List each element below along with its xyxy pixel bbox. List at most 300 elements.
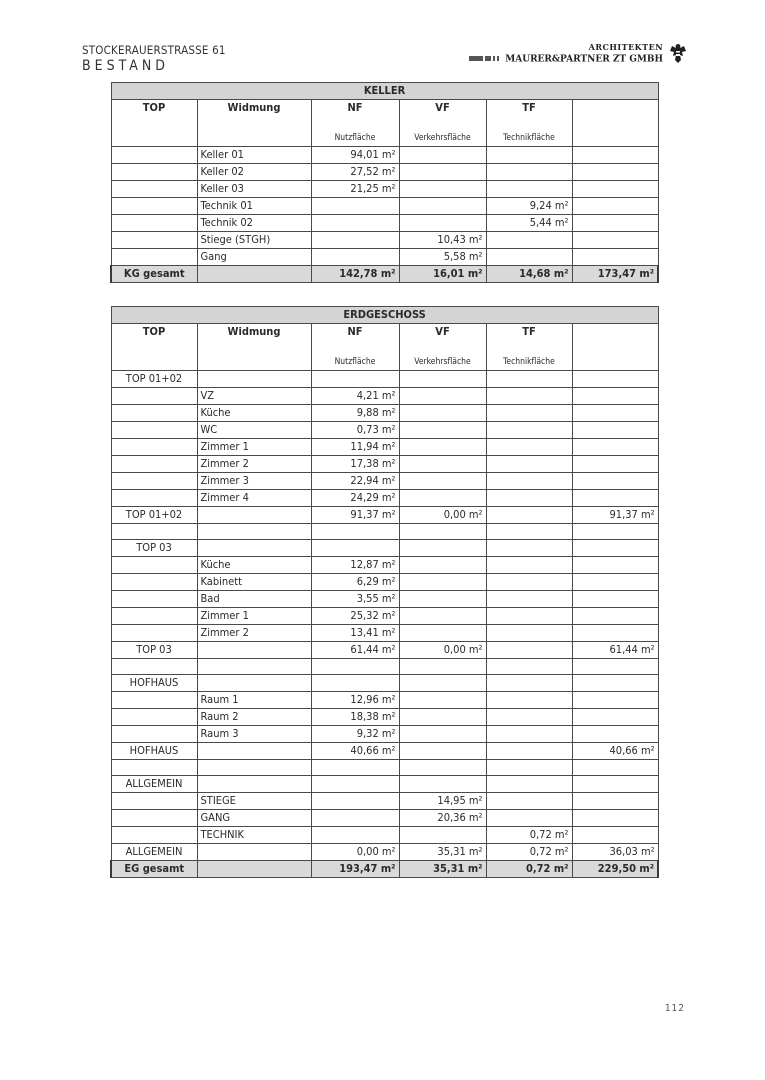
cell-vf bbox=[399, 625, 486, 642]
cell-top bbox=[111, 181, 197, 198]
cell-tf bbox=[486, 540, 572, 557]
cell-total: 61,44 m² bbox=[572, 642, 658, 659]
cell-widmung: Zimmer 2 bbox=[197, 625, 311, 642]
cell-vf: 5,58 m² bbox=[399, 249, 486, 266]
cell-top bbox=[111, 793, 197, 810]
cell-widmung: Stiege (STGH) bbox=[197, 232, 311, 249]
cell-nf: 6,29 m² bbox=[311, 574, 399, 591]
table-row bbox=[111, 844, 658, 861]
cell-tf bbox=[486, 557, 572, 574]
cell-vf bbox=[399, 659, 486, 675]
total-sum: 229,50 m² bbox=[572, 861, 658, 878]
total-label: KG gesamt bbox=[111, 266, 197, 283]
table-row bbox=[111, 642, 658, 659]
cell-top bbox=[111, 388, 197, 405]
cell-nf: 9,88 m² bbox=[311, 405, 399, 422]
cell-widmung: Zimmer 4 bbox=[197, 490, 311, 507]
cell-vf bbox=[399, 675, 486, 692]
cell-vf bbox=[399, 405, 486, 422]
cell-top bbox=[111, 249, 197, 266]
col-vf-sub: Verkehrsfläche bbox=[414, 133, 471, 143]
cell-top bbox=[111, 147, 197, 164]
cell-vf bbox=[399, 422, 486, 439]
cell-nf: 21,25 m² bbox=[311, 181, 399, 198]
cell-top: ALLGEMEIN bbox=[111, 776, 197, 793]
cell-widmung: VZ bbox=[197, 388, 311, 405]
cell-total bbox=[572, 608, 658, 625]
cell-tf bbox=[486, 164, 572, 181]
cell-tf bbox=[486, 793, 572, 810]
table-row bbox=[111, 625, 658, 642]
cell-total bbox=[572, 827, 658, 844]
table-row bbox=[111, 827, 658, 844]
cell-total bbox=[572, 540, 658, 557]
table-row bbox=[111, 490, 658, 507]
cell-nf: 3,55 m² bbox=[311, 591, 399, 608]
cell-nf: 27,52 m² bbox=[311, 164, 399, 181]
col-tf-label: TF bbox=[522, 101, 536, 114]
cell-widmung: Keller 03 bbox=[197, 181, 311, 198]
table-row bbox=[111, 793, 658, 810]
col-tf-sub: Technikfläche bbox=[503, 357, 555, 367]
cell-nf bbox=[311, 776, 399, 793]
cell-top bbox=[111, 810, 197, 827]
firm-logo bbox=[469, 42, 663, 65]
cell-tf bbox=[486, 388, 572, 405]
cell-total: 40,66 m² bbox=[572, 743, 658, 760]
cell-total bbox=[572, 388, 658, 405]
cell-vf: 20,36 m² bbox=[399, 810, 486, 827]
cell-widmung: Raum 1 bbox=[197, 692, 311, 709]
table-row bbox=[111, 591, 658, 608]
cell-tf: 0,72 m² bbox=[486, 827, 572, 844]
cell-tf bbox=[486, 675, 572, 692]
col-vf bbox=[399, 324, 486, 371]
cell-total bbox=[572, 692, 658, 709]
cell-top bbox=[111, 456, 197, 473]
cell-widmung: Küche bbox=[197, 557, 311, 574]
cell-top bbox=[111, 490, 197, 507]
cell-top bbox=[111, 726, 197, 743]
col-vf-label: VF bbox=[435, 325, 450, 338]
col-vf bbox=[399, 100, 486, 147]
col-nf bbox=[311, 324, 399, 371]
cell-nf bbox=[311, 249, 399, 266]
cell-total bbox=[572, 147, 658, 164]
cell-nf bbox=[311, 524, 399, 540]
table-row bbox=[111, 743, 658, 760]
table-row bbox=[111, 371, 658, 388]
cell-nf: 22,94 m² bbox=[311, 473, 399, 490]
cell-total bbox=[572, 456, 658, 473]
cell-tf bbox=[486, 591, 572, 608]
cell-nf: 40,66 m² bbox=[311, 743, 399, 760]
table-row bbox=[111, 659, 658, 675]
cell-tf bbox=[486, 608, 572, 625]
table-row bbox=[111, 760, 658, 776]
cell-vf bbox=[399, 540, 486, 557]
cell-top bbox=[111, 625, 197, 642]
cell-vf: 35,31 m² bbox=[399, 844, 486, 861]
cell-tf bbox=[486, 249, 572, 266]
cell-top: TOP 03 bbox=[111, 540, 197, 557]
cell-vf bbox=[399, 743, 486, 760]
cell-top bbox=[111, 422, 197, 439]
cell-vf bbox=[399, 215, 486, 232]
cell-tf bbox=[486, 659, 572, 675]
keller-title: KELLER bbox=[111, 83, 658, 100]
cell-widmung: Raum 2 bbox=[197, 709, 311, 726]
cell-top bbox=[111, 164, 197, 181]
cell-nf bbox=[311, 540, 399, 557]
table-row bbox=[111, 232, 658, 249]
cell-vf bbox=[399, 726, 486, 743]
cell-top bbox=[111, 608, 197, 625]
cell-total bbox=[572, 625, 658, 642]
cell-nf bbox=[311, 675, 399, 692]
cell-total bbox=[572, 659, 658, 675]
cell-nf: 61,44 m² bbox=[311, 642, 399, 659]
cell-total bbox=[572, 405, 658, 422]
col-widmung: Widmung bbox=[197, 324, 311, 371]
col-top: TOP bbox=[111, 324, 197, 371]
total-nf: 142,78 m² bbox=[311, 266, 399, 283]
cell-tf bbox=[486, 776, 572, 793]
cell-tf bbox=[486, 726, 572, 743]
cell-vf bbox=[399, 608, 486, 625]
cell-nf bbox=[311, 198, 399, 215]
cell-total bbox=[572, 760, 658, 776]
cell-top bbox=[111, 439, 197, 456]
table-row bbox=[111, 574, 658, 591]
logo-bars-icon bbox=[469, 54, 501, 64]
cell-total bbox=[572, 810, 658, 827]
table-row bbox=[111, 540, 658, 557]
cell-widmung: Küche bbox=[197, 405, 311, 422]
cell-vf bbox=[399, 557, 486, 574]
table-row bbox=[111, 473, 658, 490]
col-total bbox=[572, 100, 658, 147]
cell-top: HOFHAUS bbox=[111, 675, 197, 692]
cell-nf bbox=[311, 215, 399, 232]
cell-total bbox=[572, 524, 658, 540]
cell-tf: 9,24 m² bbox=[486, 198, 572, 215]
cell-total bbox=[572, 164, 658, 181]
cell-tf bbox=[486, 743, 572, 760]
col-nf-label: NF bbox=[347, 101, 363, 114]
cell-widmung: STIEGE bbox=[197, 793, 311, 810]
cell-tf bbox=[486, 760, 572, 776]
cell-widmung bbox=[197, 844, 311, 861]
cell-tf bbox=[486, 371, 572, 388]
col-tf-label: TF bbox=[522, 325, 536, 338]
cell-widmung bbox=[197, 524, 311, 540]
cell-nf: 0,73 m² bbox=[311, 422, 399, 439]
cell-top: TOP 03 bbox=[111, 642, 197, 659]
cell-top bbox=[111, 232, 197, 249]
cell-tf bbox=[486, 709, 572, 726]
cell-total bbox=[572, 675, 658, 692]
cell-widmung: Keller 02 bbox=[197, 164, 311, 181]
cell-nf: 17,38 m² bbox=[311, 456, 399, 473]
cell-nf bbox=[311, 827, 399, 844]
eg-total-row bbox=[111, 861, 658, 878]
firm-line-1: ARCHITEKTEN bbox=[588, 42, 663, 52]
cell-top: HOFHAUS bbox=[111, 743, 197, 760]
cell-nf: 9,32 m² bbox=[311, 726, 399, 743]
cell-total: 91,37 m² bbox=[572, 507, 658, 524]
table-row bbox=[111, 388, 658, 405]
col-nf-label: NF bbox=[347, 325, 363, 338]
table-row bbox=[111, 456, 658, 473]
cell-top bbox=[111, 591, 197, 608]
cell-nf: 18,38 m² bbox=[311, 709, 399, 726]
cell-total: 36,03 m² bbox=[572, 844, 658, 861]
cell-tf bbox=[486, 524, 572, 540]
cell-nf: 24,29 m² bbox=[311, 490, 399, 507]
cell-total bbox=[572, 490, 658, 507]
cell-vf bbox=[399, 371, 486, 388]
cell-total bbox=[572, 232, 658, 249]
cell-tf bbox=[486, 810, 572, 827]
cell-widmung bbox=[197, 540, 311, 557]
cell-tf bbox=[486, 507, 572, 524]
cell-tf bbox=[486, 181, 572, 198]
total-label: EG gesamt bbox=[111, 861, 197, 878]
cell-top: ALLGEMEIN bbox=[111, 844, 197, 861]
cell-nf: 91,37 m² bbox=[311, 507, 399, 524]
cell-tf bbox=[486, 232, 572, 249]
cell-vf: 0,00 m² bbox=[399, 507, 486, 524]
cell-widmung: Raum 3 bbox=[197, 726, 311, 743]
cell-total bbox=[572, 422, 658, 439]
cell-tf: 5,44 m² bbox=[486, 215, 572, 232]
cell-top bbox=[111, 557, 197, 574]
table-row bbox=[111, 709, 658, 726]
cell-top: TOP 01+02 bbox=[111, 507, 197, 524]
cell-top bbox=[111, 524, 197, 540]
cell-widmung: Zimmer 3 bbox=[197, 473, 311, 490]
cell-total bbox=[572, 591, 658, 608]
cell-total bbox=[572, 371, 658, 388]
cell-vf bbox=[399, 692, 486, 709]
table-row bbox=[111, 726, 658, 743]
cell-widmung bbox=[197, 507, 311, 524]
col-vf-label: VF bbox=[435, 101, 450, 114]
table-row bbox=[111, 198, 658, 215]
col-nf bbox=[311, 100, 399, 147]
cell-widmung bbox=[197, 776, 311, 793]
cell-vf bbox=[399, 490, 486, 507]
table-row bbox=[111, 164, 658, 181]
col-nf-sub: Nutzfläche bbox=[334, 133, 376, 143]
cell-nf bbox=[311, 793, 399, 810]
cell-top bbox=[111, 692, 197, 709]
table-row bbox=[111, 557, 658, 574]
total-vf: 16,01 m² bbox=[399, 266, 486, 283]
cell-widmung: Gang bbox=[197, 249, 311, 266]
cell-vf bbox=[399, 760, 486, 776]
cell-widmung: Keller 01 bbox=[197, 147, 311, 164]
col-tf-sub: Technikfläche bbox=[503, 133, 555, 143]
cell-widmung bbox=[197, 642, 311, 659]
cell-vf bbox=[399, 198, 486, 215]
erdgeschoss-table bbox=[110, 306, 659, 878]
cell-widmung: Technik 01 bbox=[197, 198, 311, 215]
cell-total bbox=[572, 473, 658, 490]
cell-widmung: Zimmer 1 bbox=[197, 608, 311, 625]
cell-nf bbox=[311, 810, 399, 827]
cell-nf: 13,41 m² bbox=[311, 625, 399, 642]
cell-vf: 0,00 m² bbox=[399, 642, 486, 659]
cell-total bbox=[572, 249, 658, 266]
cell-total bbox=[572, 215, 658, 232]
table-row bbox=[111, 675, 658, 692]
cell-vf bbox=[399, 456, 486, 473]
cell-nf: 12,87 m² bbox=[311, 557, 399, 574]
cell-nf: 12,96 m² bbox=[311, 692, 399, 709]
cell-top bbox=[111, 574, 197, 591]
cell-top bbox=[111, 215, 197, 232]
cell-top bbox=[111, 198, 197, 215]
cell-vf bbox=[399, 709, 486, 726]
firm-line-2-wrap bbox=[469, 54, 663, 65]
cell-tf bbox=[486, 147, 572, 164]
table-row bbox=[111, 215, 658, 232]
cell-widmung: GANG bbox=[197, 810, 311, 827]
cell-nf: 11,94 m² bbox=[311, 439, 399, 456]
cell-top bbox=[111, 827, 197, 844]
cell-total bbox=[572, 439, 658, 456]
keller-table bbox=[110, 82, 659, 283]
cell-total bbox=[572, 726, 658, 743]
col-widmung: Widmung bbox=[197, 100, 311, 147]
cell-widmung bbox=[197, 675, 311, 692]
firm-line-2: MAURER&PARTNER ZT GMBH bbox=[505, 54, 663, 65]
erdgeschoss-title: ERDGESCHOSS bbox=[111, 307, 658, 324]
cell-total bbox=[572, 181, 658, 198]
table-row bbox=[111, 524, 658, 540]
cell-widmung: Kabinett bbox=[197, 574, 311, 591]
cell-widmung: TECHNIK bbox=[197, 827, 311, 844]
table-row bbox=[111, 181, 658, 198]
cell-vf bbox=[399, 776, 486, 793]
cell-widmung bbox=[197, 659, 311, 675]
cell-tf bbox=[486, 456, 572, 473]
total-tf: 14,68 m² bbox=[486, 266, 572, 283]
table-row bbox=[111, 810, 658, 827]
cell-tf bbox=[486, 422, 572, 439]
section-label: BESTAND bbox=[82, 58, 169, 74]
cell-nf bbox=[311, 232, 399, 249]
cell-vf bbox=[399, 591, 486, 608]
cell-vf bbox=[399, 439, 486, 456]
table-row bbox=[111, 608, 658, 625]
cell-widmung: Bad bbox=[197, 591, 311, 608]
cell-top: TOP 01+02 bbox=[111, 371, 197, 388]
project-address: STOCKERAUERSTRASSE 61 bbox=[82, 43, 226, 57]
total-nf: 193,47 m² bbox=[311, 861, 399, 878]
total-vf: 35,31 m² bbox=[399, 861, 486, 878]
cell-nf bbox=[311, 371, 399, 388]
cell-tf bbox=[486, 439, 572, 456]
cell-widmung bbox=[197, 371, 311, 388]
cell-total bbox=[572, 776, 658, 793]
cell-widmung: Zimmer 2 bbox=[197, 456, 311, 473]
table-row bbox=[111, 776, 658, 793]
col-top: TOP bbox=[111, 100, 197, 147]
cell-widmung: Technik 02 bbox=[197, 215, 311, 232]
cell-widmung bbox=[197, 760, 311, 776]
cell-tf bbox=[486, 405, 572, 422]
col-total bbox=[572, 324, 658, 371]
cell-top bbox=[111, 405, 197, 422]
cell-nf bbox=[311, 659, 399, 675]
cell-widmung: WC bbox=[197, 422, 311, 439]
cell-nf: 25,32 m² bbox=[311, 608, 399, 625]
cell-vf bbox=[399, 827, 486, 844]
cell-vf bbox=[399, 181, 486, 198]
col-tf bbox=[486, 100, 572, 147]
cell-widmung bbox=[197, 743, 311, 760]
total-sum: 173,47 m² bbox=[572, 266, 658, 283]
table-row bbox=[111, 422, 658, 439]
cell-total bbox=[572, 709, 658, 726]
cell-vf bbox=[399, 574, 486, 591]
cell-vf: 14,95 m² bbox=[399, 793, 486, 810]
cell-nf: 4,21 m² bbox=[311, 388, 399, 405]
cell-top bbox=[111, 709, 197, 726]
cell-top bbox=[111, 659, 197, 675]
cell-top bbox=[111, 473, 197, 490]
cell-tf bbox=[486, 642, 572, 659]
total-widmung bbox=[197, 266, 311, 283]
col-tf bbox=[486, 324, 572, 371]
page-number: 112 bbox=[664, 1003, 685, 1014]
cell-total bbox=[572, 793, 658, 810]
total-widmung bbox=[197, 861, 311, 878]
cell-vf bbox=[399, 164, 486, 181]
cell-vf: 10,43 m² bbox=[399, 232, 486, 249]
austrian-eagle-icon bbox=[669, 42, 687, 64]
cell-tf bbox=[486, 692, 572, 709]
table-row bbox=[111, 507, 658, 524]
total-tf: 0,72 m² bbox=[486, 861, 572, 878]
cell-nf: 0,00 m² bbox=[311, 844, 399, 861]
cell-vf bbox=[399, 388, 486, 405]
cell-nf: 94,01 m² bbox=[311, 147, 399, 164]
cell-nf bbox=[311, 760, 399, 776]
cell-tf bbox=[486, 625, 572, 642]
cell-vf bbox=[399, 147, 486, 164]
table-row bbox=[111, 405, 658, 422]
table-row bbox=[111, 249, 658, 266]
cell-tf bbox=[486, 473, 572, 490]
col-vf-sub: Verkehrsfläche bbox=[414, 357, 471, 367]
table-row bbox=[111, 439, 658, 456]
cell-vf bbox=[399, 524, 486, 540]
col-nf-sub: Nutzfläche bbox=[334, 357, 376, 367]
cell-widmung: Zimmer 1 bbox=[197, 439, 311, 456]
cell-vf bbox=[399, 473, 486, 490]
table-row bbox=[111, 692, 658, 709]
cell-total bbox=[572, 557, 658, 574]
table-row bbox=[111, 147, 658, 164]
cell-tf bbox=[486, 574, 572, 591]
keller-total-row bbox=[111, 266, 658, 283]
cell-top bbox=[111, 760, 197, 776]
cell-total bbox=[572, 198, 658, 215]
